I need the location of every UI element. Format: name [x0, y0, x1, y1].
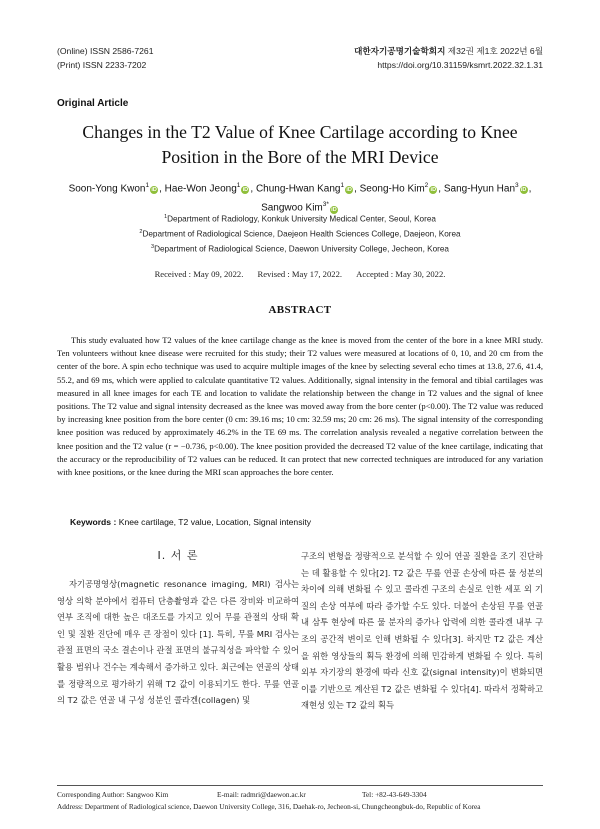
abstract-body: This study evaluated how T2 values of the knee cartilage change as the knee is moved from the center of the bore in a knee MRI study. Ten volunteers without knee disease were recruited for this study; their T2 values were measured at locations of 0, 10, and 20 cm from the center of the bore. A spin echo technique was used to acquire multiple images of the knee by selecting several echo times at 13.8, 27.6, 41.4, 55.2, and 69 ms, which were applied to calculate quantitative T2 values. Additionally, signal intensity in the femoral and tibial cartilages was measured in all knee images for each TE and location to validate the relationship between the change in T2 values and the signal of knee positions. The T2 value and signal intensity decreased as the knee was moved away from the bore center (p<0.00). The T2 value was reduced by increasing knee position from the bore center (0 cm: 39.16 ms; 10 cm: 32.59 ms; 20 cm: 26 ms). The signal intensity of the corresponding knee position was reduced by approximately 46.2% in the TE 69 ms. The correlation analysis revealed a negative correlation between the knee position and the T2 value (r = −0.736, p<0.00). The knee position provided the decreased T2 value of the knee cartilage, indicating that the accuracy or the reproducibility of T2 values can be reduced. It can protect that new corrected techniques are introduced for any variation with knee positions, or the knee during the MRI scan approaches the bore center.	[57, 335, 543, 478]
issn-block	[57, 44, 154, 72]
author-email[interactable]: E-mail: radmri@daewon.ac.kr	[217, 790, 306, 799]
affil-mark: 3	[151, 244, 155, 251]
author-affil-mark: 1	[340, 182, 345, 189]
keywords-label: Keywords :	[70, 517, 117, 527]
revised-date: Revised : May 17, 2022.	[257, 269, 343, 279]
author-address: Address: Department of Radiological science, Daewon University College, 316, Daehak-ro, Jecheon-si, Chungcheongbuk-do, Republic of Korea	[57, 802, 481, 811]
paper-title	[40, 120, 560, 170]
footer-divider	[57, 785, 543, 786]
journal-info	[354, 44, 543, 72]
section-heading: Ⅰ. 서 론	[157, 549, 199, 562]
author-phone: Tel: +82-43-649-3304	[362, 790, 427, 799]
author-affil-mark: 3	[515, 182, 519, 189]
author-list: Soon-Yong Kwon$^1$iD , Hae-Won Jeong$^1$iD , Chung-Hwan Kang$^1$iD , Seong-Ho Kim$^2$iD , Sang-Hyun Han$^3$iD , Sangwoo Kim$^{3*}$iD	[68, 182, 532, 214]
issn-print: (Print) ISSN 2233-7202	[57, 60, 147, 70]
corresponding-author: Corresponding Author: Sangwoo Kim	[57, 790, 169, 799]
author-affil-mark: 1	[236, 182, 241, 189]
affiliation-text: Department of Radiological Science, Daejeon Health Sciences College, Daejeon, Korea	[142, 229, 461, 239]
author-name: Chung-Hwan Kang	[255, 183, 341, 195]
title-line-1: Changes in the T2 Value of Knee Cartilage according to Knee	[82, 122, 518, 142]
affil-mark: 1	[164, 214, 168, 220]
orcid-icon[interactable]: iD	[242, 187, 249, 194]
author-name: Seong-Ho Kim	[359, 183, 425, 195]
orcid-icon[interactable]: iD	[430, 187, 437, 194]
volume-info: 제32권 제1호 2022년 6월	[447, 46, 543, 56]
intro-paragraph-continued: 구조의 변형을 정량적으로 분석할 수 있어 연골 질환을 조기 진단하는 데 활용할 수 있다[2]. T2 값은 무릎 연골 손상에 따른 물 성분의 차이에 의해 변화될 수 있고 콜라겐 구조의 손실로 인한 세포 외 기질의 손상 여부에 따라 증가할 수도 있다. 더불어 손상된 무릎 연골 내 삼투 현상에 따른 물 분자의 증가나 압력에 의한 콜라겐 내부 구조의 공간적 변이로 인해 변화될 수 있다[3]. 하지만 T2 값은 계산을 위한 영상들의 획득 환경에 의해 민감하게 변화될 수 있다. 특히 외부 자기장의 환경에 따라 신호 값(signal intensity)이 변화되면 이를 기반으로 계산된 T2 값은 변화될 수 있다[4]. 따라서 정확하고 재현성 있는 T2 값의 획득	[301, 551, 543, 711]
orcid-icon[interactable]: iD	[520, 187, 527, 194]
article-type: Original Article	[57, 98, 129, 109]
affiliation-text: Department of Radiology, Konkuk University Medical Center, Seoul, Korea	[167, 214, 436, 224]
affiliation	[40, 241, 560, 256]
author-name: Hae-Won Jeong	[164, 183, 237, 195]
author-name: Sang-Hyun Han	[443, 183, 516, 195]
author-affil-mark: 2	[424, 182, 429, 189]
issn-online: (Online) ISSN 2586-7261	[57, 46, 154, 56]
received-date: Received : May 09, 2022.	[154, 269, 244, 279]
affiliation	[40, 226, 560, 241]
author-name: Soon-Yong Kwon	[68, 183, 146, 195]
intro-paragraph: 자기공명영상(magnetic resonance imaging, MRI) 검사는 영상 의학 분야에서 컴퓨터 단층촬영과 같은 다른 장비와 비교하여 연부 조직에 대한 높은 대조도를 가지고 있어 무릎 관절의 상태 확인 및 질환 진단에 매우 큰 장점이 있다 [1]. 특히, 무릎 MRI 검사는 관절 표면의 국소 결손이나 관절 표면의 불규칙성을 파악할 수 있어 활용 범위나 건수는 계속해서 증가하고 있다. 최근에는 연골의 상태를 정량적으로 평가하기 위해 T2 값이 이용되기도 한다. 무릎 연골의 T2 값은 연골 내 구성 성분인 콜라겐(collagen) 및	[57, 579, 299, 706]
journal-name: 대한자기공명기술학회지	[354, 46, 446, 56]
accepted-date: Accepted : May 30, 2022.	[356, 269, 446, 279]
keywords	[70, 517, 311, 527]
author-affil-mark: 1	[145, 182, 150, 189]
orcid-icon[interactable]: iD	[346, 187, 352, 194]
affiliation	[40, 211, 560, 226]
author-affil-mark: 3*	[322, 201, 329, 209]
keywords-text: Knee cartilage, T2 value, Location, Signal intensity	[118, 517, 312, 527]
orcid-icon[interactable]: iD	[151, 187, 157, 194]
title-line-2: Position in the Bore of the MRI Device	[161, 147, 439, 167]
orcid-icon[interactable]: iD	[331, 206, 337, 213]
author-name: Sangwoo Kim	[261, 202, 323, 214]
body-column-right	[301, 548, 543, 714]
affil-mark: 2	[139, 229, 143, 236]
body-column-left	[57, 548, 299, 709]
affiliation-text: Department of Radiological Science, Daewon University College, Jecheon, Korea	[154, 245, 449, 255]
abstract-heading: ABSTRACT	[268, 304, 332, 316]
correspondence-footer	[57, 789, 543, 813]
submission-dates	[40, 269, 560, 279]
doi-link[interactable]: https://doi.org/10.31159/ksmrt.2022.32.1.31	[377, 60, 543, 70]
affiliation-list	[40, 211, 560, 257]
